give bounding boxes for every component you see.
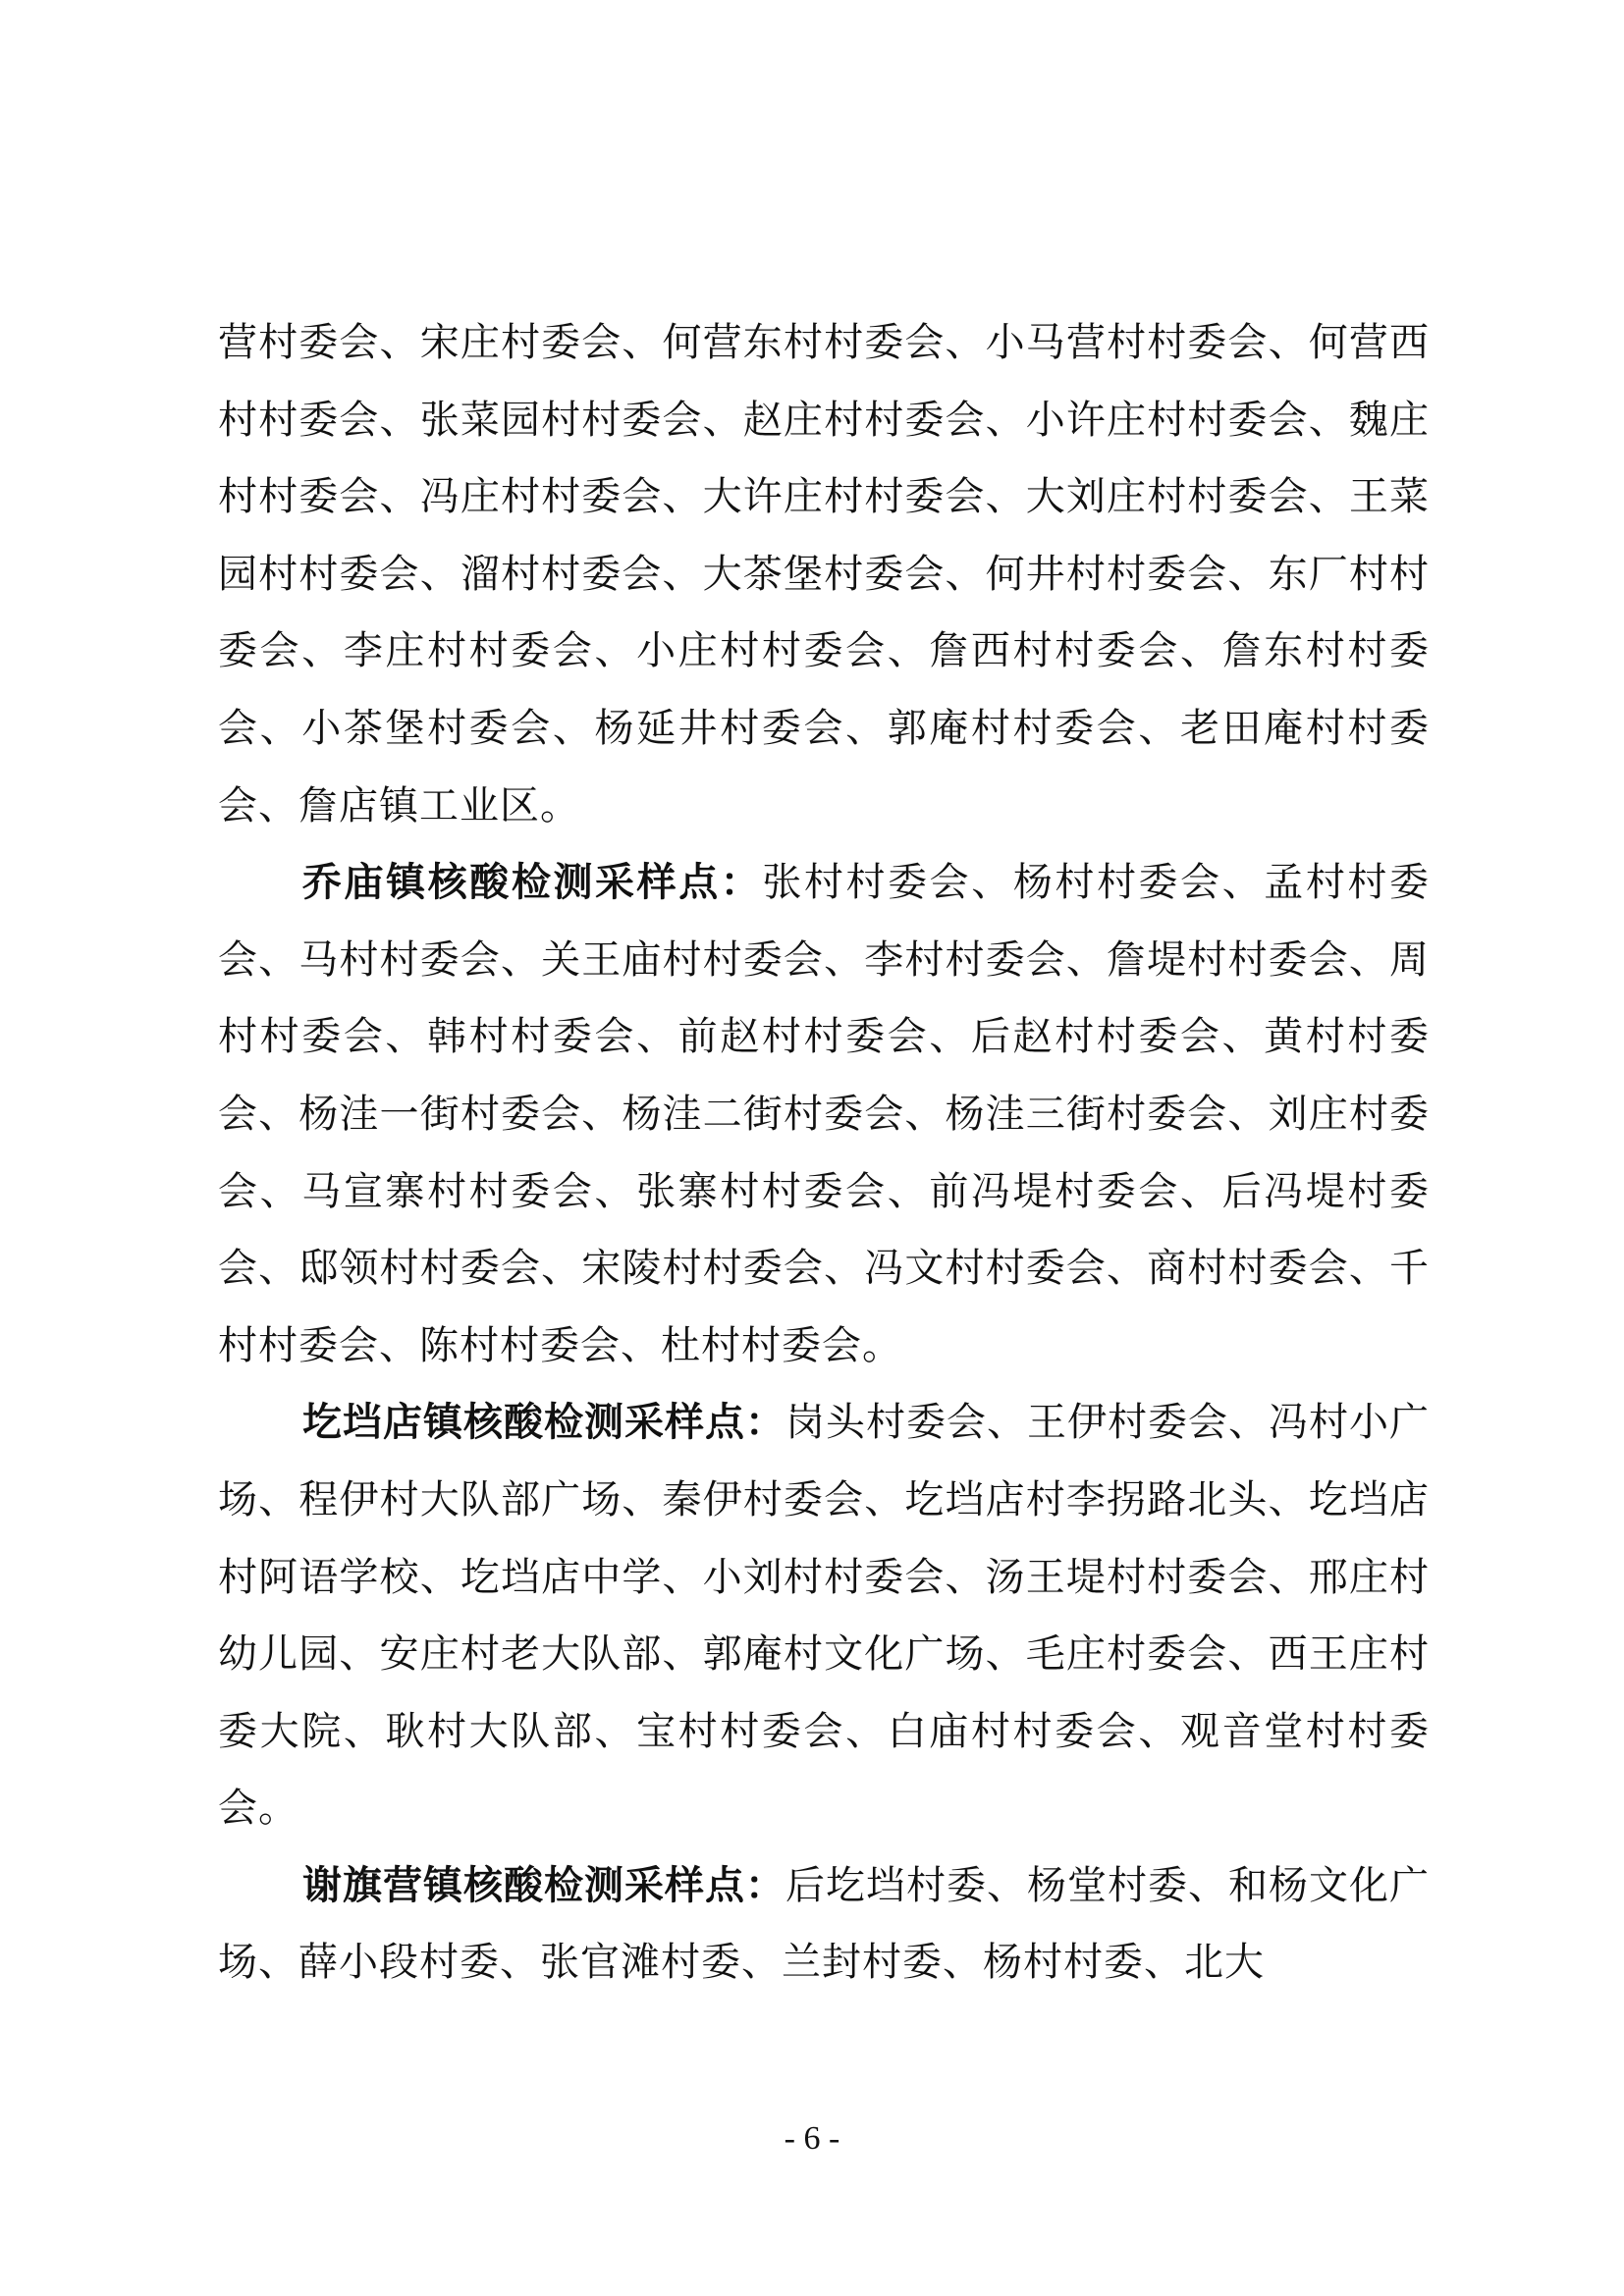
paragraph-text: 张村村委会、杨村村委会、孟村村委会、马村村委会、关王庙村村委会、李村村委会、詹堤村村委会、周村村委会、韩村村委会、前赵村村委会、后赵村村委会、黄村村委会、杨洼一街村委会、杨洼二街村委会、杨洼三街村委会、刘庄村委会、马宣寨村村委会、张寨村村委会、前冯堤村委会、后冯堤村委会、邸领村村委会、宋陵村村委会、冯文村村委会、商村村委会、千村村委会、陈村村委会、杜村村委会。: [218, 860, 1431, 1368]
document-body: [218, 304, 1430, 2002]
paragraph-text: 岗头村委会、王伊村委会、冯村小广场、程伊村大队部广场、秦伊村委会、圪垱店村李拐路北头、圪垱店村阿语学校、圪垱店中学、小刘村村委会、汤王堤村村委会、邢庄村幼儿园、安庄村老大队部、郭庵村文化广场、毛庄村委会、西王庄村委大院、耿村大队部、宝村村委会、白庙村村委会、观音堂村村委会。: [218, 1400, 1430, 1832]
paragraph-qiaomiao: [218, 844, 1430, 1384]
paragraph-zhandian-continued: [218, 304, 1430, 844]
paragraph-text: 后圪垱村委、杨堂村委、和杨文化广场、薛小段村委、张官滩村委、兰封村委、杨村村委、北大: [218, 1862, 1430, 1986]
section-heading-xieqiying: 谢旗营镇核酸检测采样点：: [302, 1862, 785, 1908]
section-heading-gedangdian: 圪垱店镇核酸检测采样点：: [302, 1400, 785, 1446]
page-number: - 6 -: [784, 2120, 840, 2157]
paragraph-gedangdian: [218, 1384, 1430, 1847]
section-heading-qiaomiao: 乔庙镇核酸检测采样点：: [302, 860, 763, 906]
paragraph-text: 营村委会、宋庄村委会、何营东村村委会、小马营村村委会、何营西村村委会、张菜园村村委会、赵庄村村委会、小许庄村村委会、魏庄村村委会、冯庄村村委会、大许庄村村委会、大刘庄村村委会、王菜园村村委会、溜村村委会、大茶堡村委会、何井村村委会、东厂村村委会、李庄村村委会、小庄村村委会、詹西村村委会、詹东村村委会、小茶堡村委会、杨延井村委会、郭庵村村委会、老田庵村村委会、詹店镇工业区。: [218, 320, 1430, 828]
paragraph-xieqiying: [218, 1847, 1430, 2002]
